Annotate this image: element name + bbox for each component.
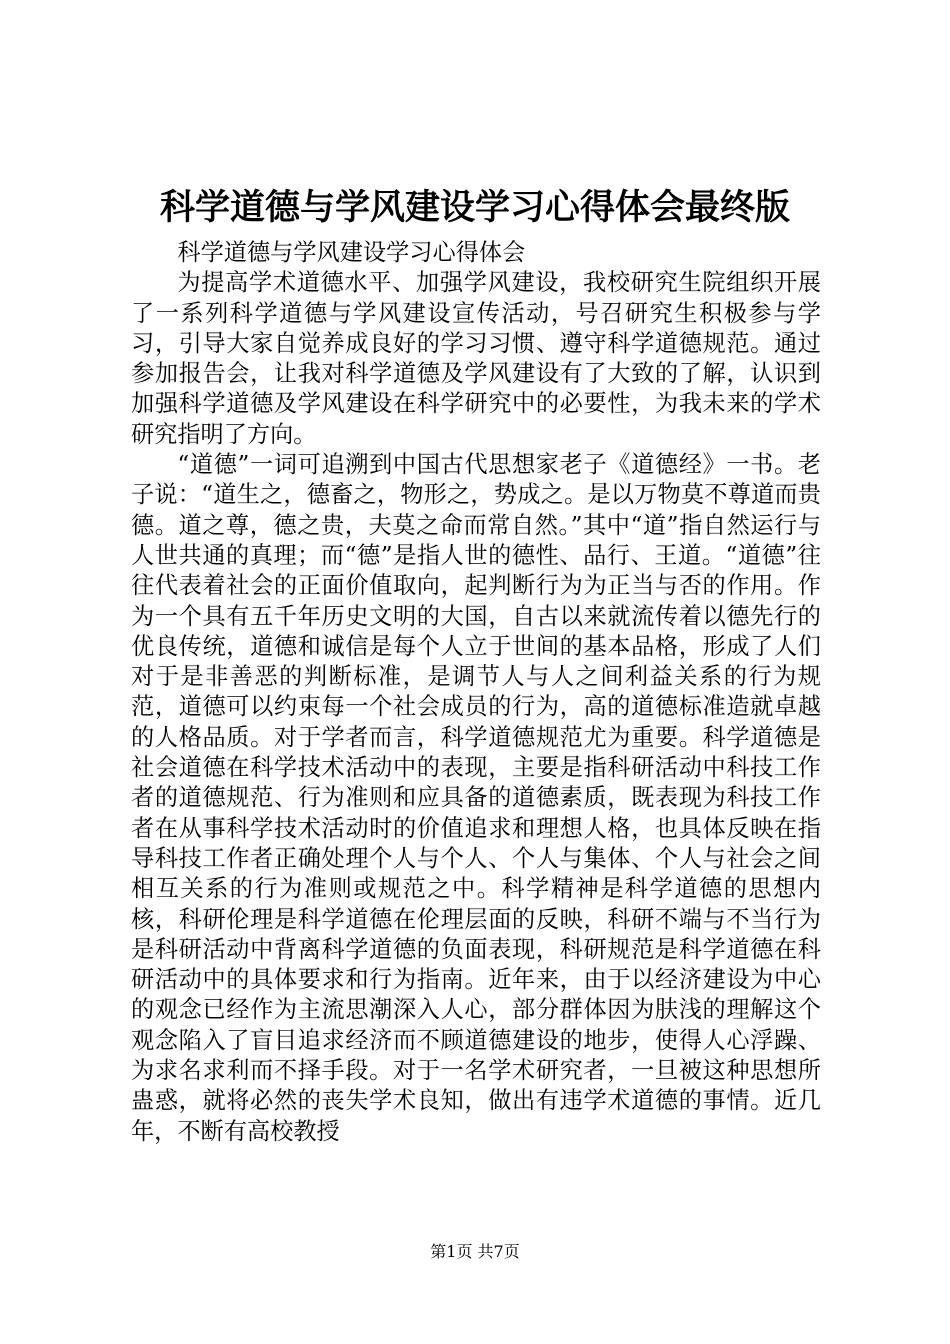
paragraph: 为提高学术道德水平、加强学风建设，我校研究生院组织开展了一系列科学道德与学风建设宣传活动，号召研究生积极参与学习，引导大家自觉养成良好的学习习惯、遵守科学道德规范。通过参加报告会，让我对科学道德及学风建设有了大致的了解，认识到加强科学道德及学风建设在科学研究中的必要性，为我未来的学术研究指明了方向。 (131, 269, 821, 448)
page-number-footer: 第1页 共7页 (430, 1242, 520, 1261)
document-title: 科学道德与学风建设学习心得体会最终版 (159, 187, 790, 228)
document-body (131, 238, 821, 1147)
paragraph: “道德”一词可追溯到中国古代思想家老子《道德经》一书。老子说：“道生之，德畜之，物形之，势成之。是以万物莫不尊道而贵德。道之尊，德之贵，夫莫之命而常自然。”其中“道”指自然运行与人世共通的真理；而“德”是指人世的德性、品行、王道。“道德”往往代表着社会的正面价值取向，起判断行为为正当与否的作用。作为一个具有五千年历史文明的大国，自古以来就流传着以德先行的优良传统，道德和诚信是每个人立于世间的基本品格，形成了人们对于是非善恶的判断标准，是调节人与人之间利益关系的行为规范，道德可以约束每一个社会成员的行为，高的道德标准造就卓越的人格品质。对于学者而言，科学道德规范尤为重要。科学道德是社会道德在科学技术活动中的表现，主要是指科研活动中科技工作者的道德规范、行为准则和应具备的道德素质，既表现为科技工作者在从事科学技术活动时的价值追求和理想人格，也具体反映在指导科技工作者正确处理个人与个人、个人与集体、个人与社会之间相互关系的行为准则或规范之中。科学精神是科学道德的思想内核，科研伦理是科学道德在伦理层面的反映，科研不端与不当行为是科研活动中背离科学道德的负面表现，科研规范是科学道德在科研活动中的具体要求和行为指南。近年来，由于以经济建设为中心的观念已经作为主流思潮深入人心，部分群体因为肤浅的理解这个观念陷入了盲目追求经济而不顾道德建设的地步，使得人心浮躁、为求名求利而不择手段。对于一名学术研究者，一旦被这种思想所蛊惑，就将必然的丧失学术良知，做出有违学术道德的事情。近几年，不断有高校教授 (131, 451, 821, 1145)
document-subtitle: 科学道德与学风建设学习心得体会 (177, 239, 526, 266)
